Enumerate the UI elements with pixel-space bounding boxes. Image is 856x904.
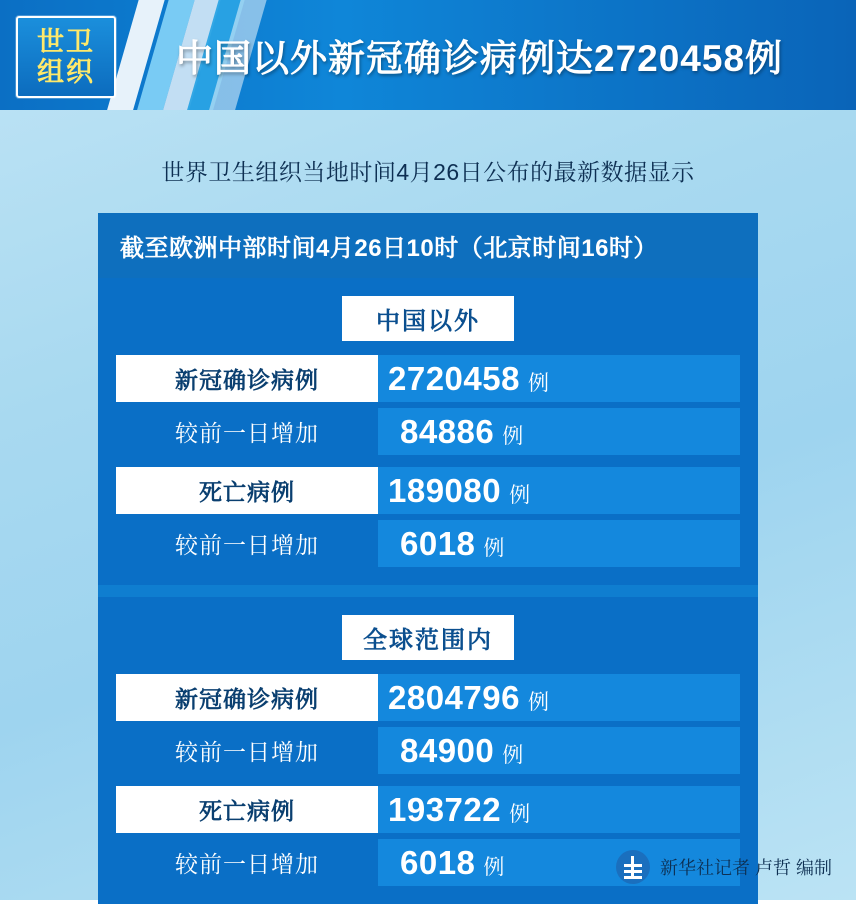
row-value [378,727,740,774]
row-label: 较前一日增加 [175,532,319,558]
row-value-number: 84900 [400,732,495,769]
row-label: 较前一日增加 [175,420,319,446]
row-value-number: 6018 [400,525,476,562]
row-value-number: 84886 [400,413,495,450]
row-value-number: 2804796 [388,679,520,716]
who-logo-badge [16,16,116,98]
row-label: 死亡病例 [116,467,378,514]
group-deaths-outside-china [116,467,740,567]
row-value-number: 193722 [388,791,502,828]
row-value-number: 2720458 [388,360,520,397]
data-panel [98,213,758,904]
row-value-number: 189080 [388,472,502,509]
section-tag-outside-china: 中国以外 [342,296,514,341]
row-value-unit: 例 [527,691,549,714]
subtitle-text: 世界卫生组织当地时间4月26日公布的最新数据显示 [161,159,695,185]
panel-date-line: 截至欧洲中部时间4月26日10时（北京时间16时） [98,213,758,278]
row-value [378,355,740,402]
table-row [116,520,740,567]
xinhua-logo-icon [616,850,650,884]
row-label: 较前一日增加 [175,739,319,765]
row-value-unit: 例 [483,856,505,879]
row-value-number: 6018 [400,844,476,881]
page-title: 中国以外新冠确诊病例达2720458例 [176,38,784,79]
row-value-unit: 例 [483,537,505,560]
table-row [116,467,740,514]
table-row [116,786,740,833]
header-banner [0,0,856,110]
group-confirmed-global [116,674,740,774]
row-value-unit: 例 [509,484,531,507]
table-row [116,355,740,402]
row-value [378,408,740,455]
row-value-unit: 例 [527,372,549,395]
row-value [378,674,740,721]
row-label: 新冠确诊病例 [116,355,378,402]
row-value [378,520,740,567]
row-label: 较前一日增加 [175,851,319,877]
row-value-unit: 例 [509,803,531,826]
who-logo-line2: 组织 [37,57,95,87]
row-value [378,467,740,514]
row-label: 新冠确诊病例 [116,674,378,721]
footer-credit [616,850,832,884]
table-row [116,408,740,455]
section-outside-china [98,278,758,585]
row-label: 死亡病例 [116,786,378,833]
table-row [116,727,740,774]
section-tag-global: 全球范围内 [342,615,514,660]
group-confirmed-outside-china [116,355,740,455]
row-value-unit: 例 [502,744,524,767]
row-value-unit: 例 [502,425,524,448]
row-value [378,786,740,833]
table-row [116,674,740,721]
who-logo-line1: 世卫 [37,26,95,57]
footer-credit-text: 新华社记者 卢哲 编制 [659,858,832,878]
